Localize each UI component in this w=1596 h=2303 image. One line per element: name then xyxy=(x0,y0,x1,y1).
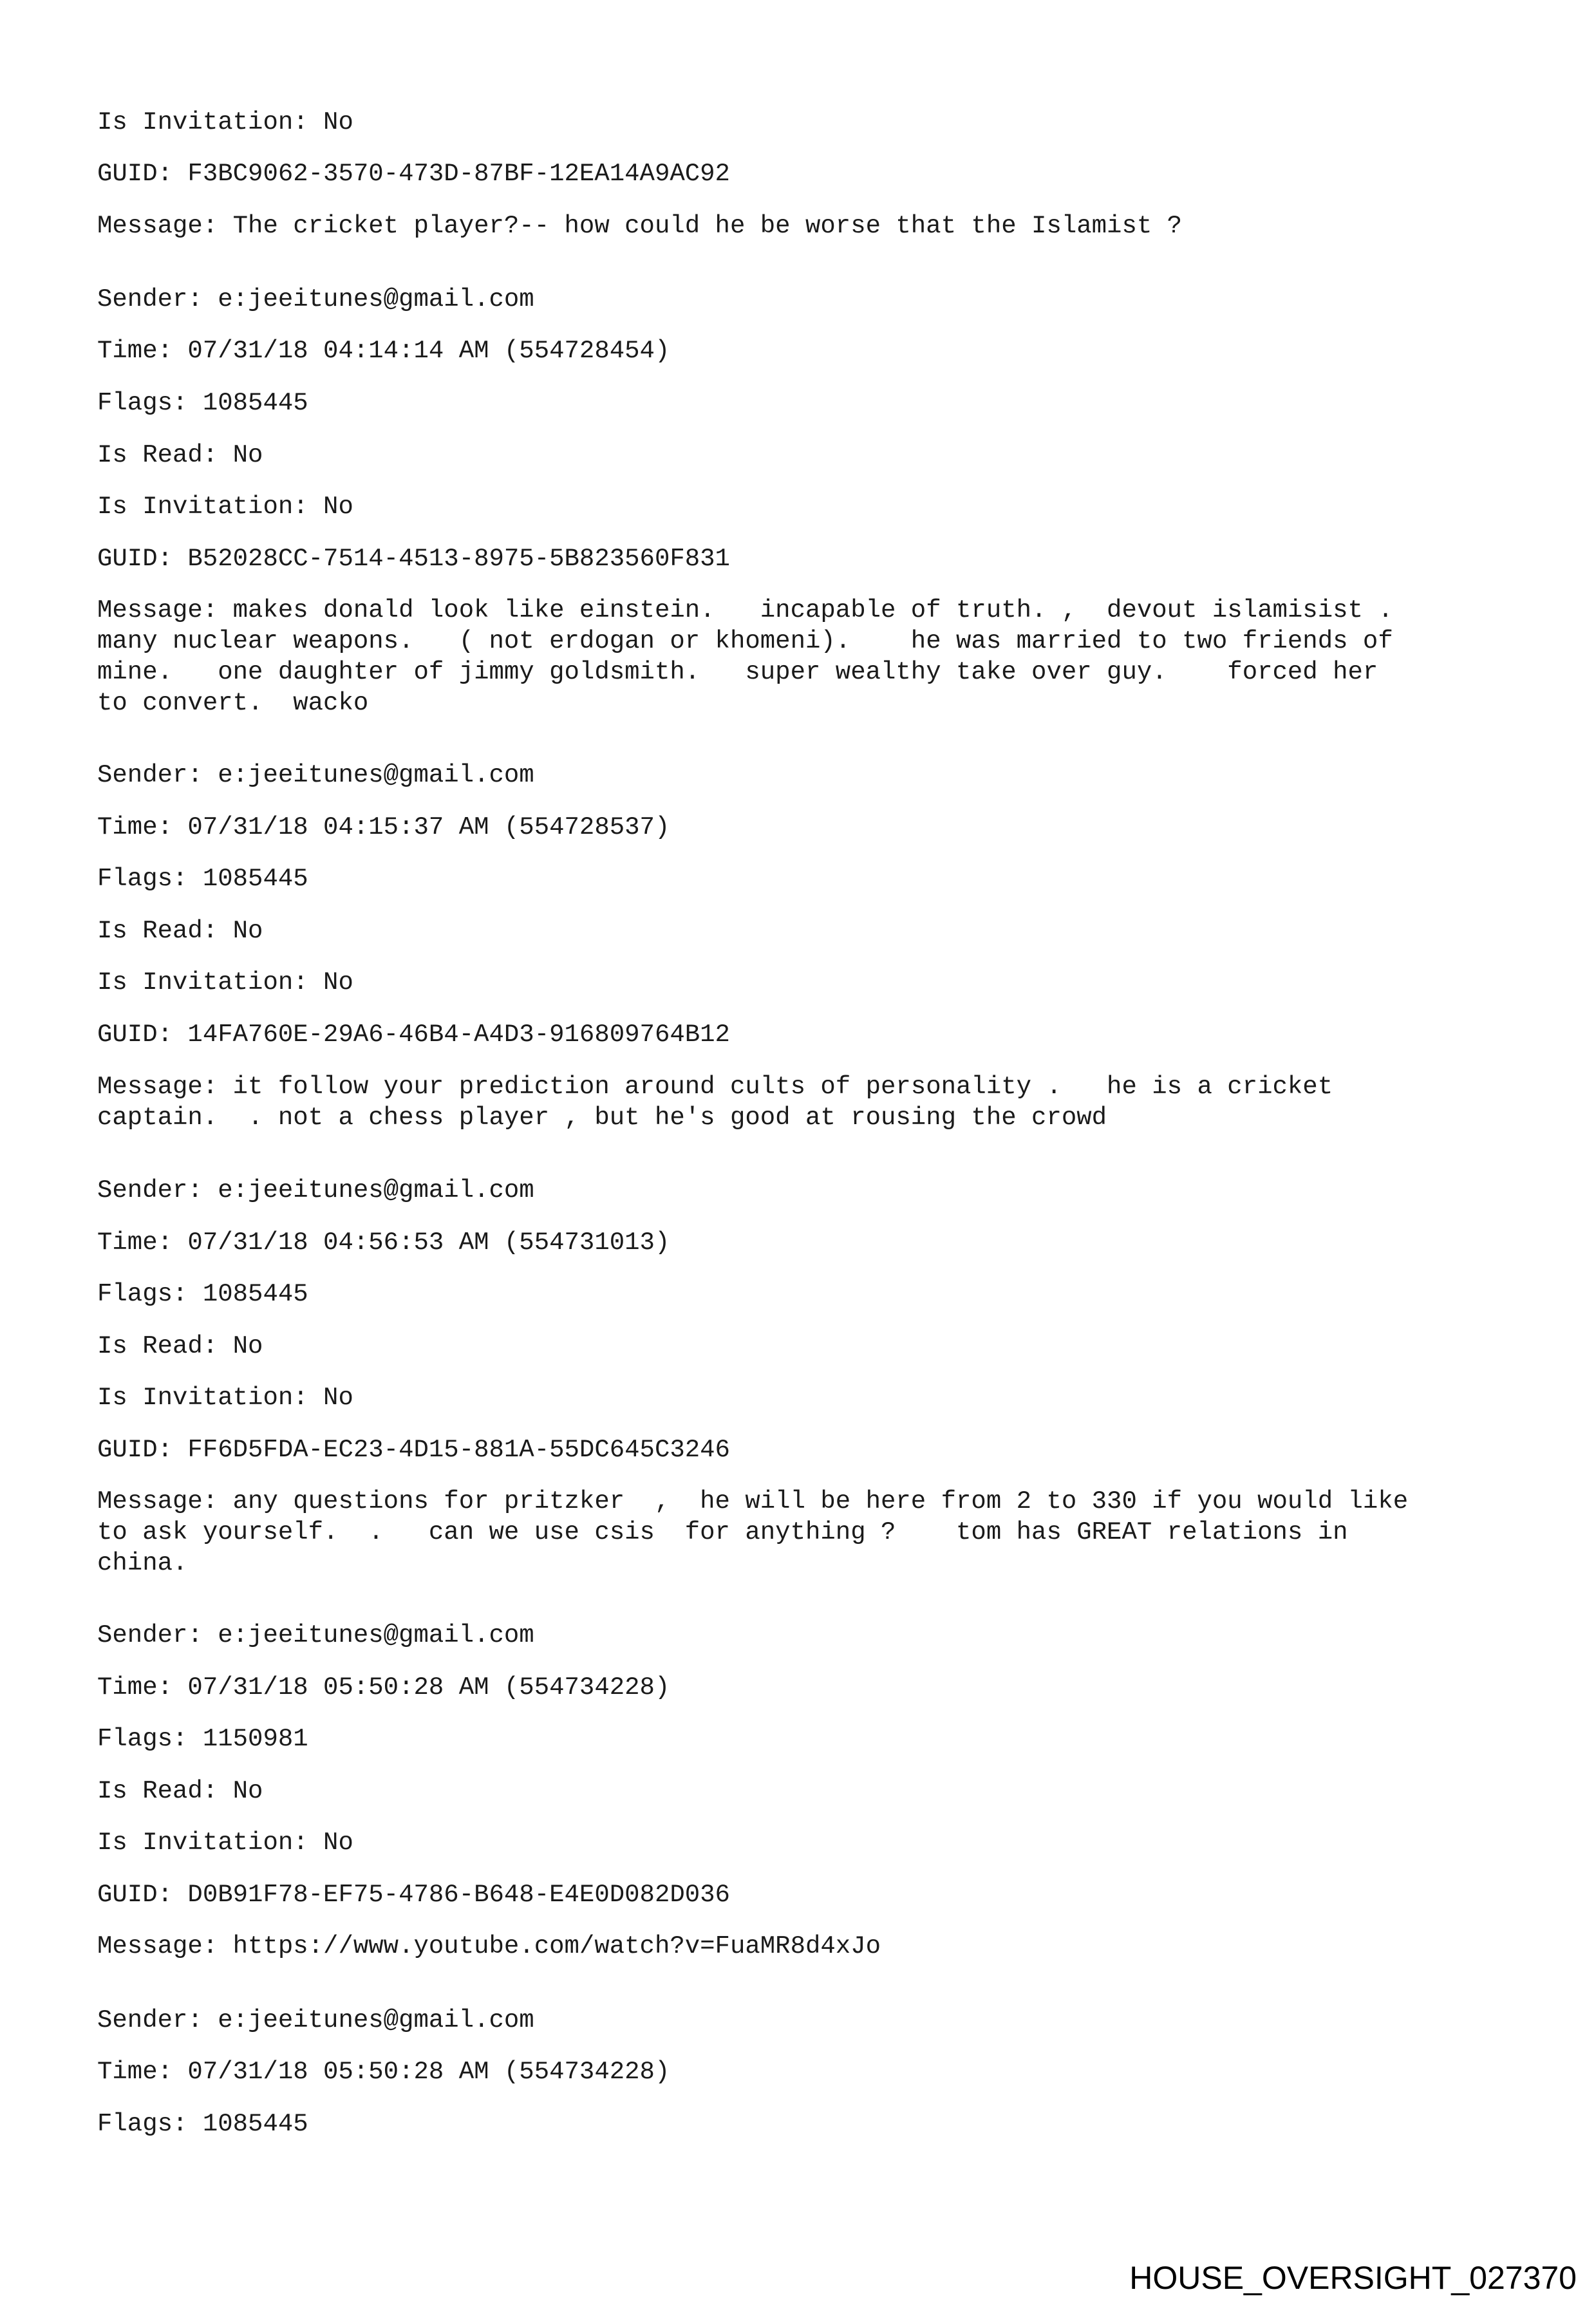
is-read-line: Is Read: No xyxy=(97,441,263,469)
time-line: Time: 07/31/18 04:56:53 AM (554731013) xyxy=(97,1228,670,1257)
is-invitation-line: Is Invitation: No xyxy=(97,493,353,521)
flags-line: Flags: 1150981 xyxy=(97,1725,308,1753)
guid-line: GUID: FF6D5FDA-EC23-4D15-881A-55DC645C3246 xyxy=(97,1436,730,1464)
sender-line: Sender: e:jeeitunes@gmail.com xyxy=(97,285,534,314)
guid-line: GUID: 14FA760E-29A6-46B4-A4D3-916809764B12 xyxy=(97,1020,730,1049)
is-read-line: Is Read: No xyxy=(97,917,263,945)
message-text: Message: makes donald look like einstein. incapable of truth. , devout islamisist . many nuclear weapons. ( not erdogan or khomeni). he was married to two friends of mine. one daughter of jimmy goldsmith. super wealthy take over guy. forced her to convert. wacko xyxy=(97,596,1393,717)
guid-line: GUID: F3BC9062-3570-473D-87BF-12EA14A9AC92 xyxy=(97,160,730,188)
flags-line: Flags: 1085445 xyxy=(97,2110,308,2138)
message-text: Message: https://www.youtube.com/watch?v=FuaMR8d4xJo xyxy=(97,1932,881,1960)
is-invitation-line: Is Invitation: No xyxy=(97,1828,353,1857)
flags-line: Flags: 1085445 xyxy=(97,1280,308,1308)
message-text: Message: any questions for pritzker , he will be here from 2 to 330 if you would like to ask yourself. . can we use csis for anything ? tom has GREAT relations in china. xyxy=(97,1487,1409,1577)
sender-line: Sender: e:jeeitunes@gmail.com xyxy=(97,2006,534,2035)
bates-number: HOUSE_OVERSIGHT_027370 xyxy=(1129,2260,1577,2296)
flags-line: Flags: 1085445 xyxy=(97,389,308,417)
guid-line: GUID: B52028CC-7514-4513-8975-5B823560F831 xyxy=(97,545,730,573)
message-text: Message: The cricket player?-- how could he be worse that the Islamist ? xyxy=(97,212,1183,240)
time-line: Time: 07/31/18 04:14:14 AM (554728454) xyxy=(97,337,670,365)
is-read-line: Is Read: No xyxy=(97,1332,263,1360)
time-line: Time: 07/31/18 04:15:37 AM (554728537) xyxy=(97,813,670,841)
time-line: Time: 07/31/18 05:50:28 AM (554734228) xyxy=(97,2058,670,2086)
is-invitation-line: Is Invitation: No xyxy=(97,1384,353,1412)
time-line: Time: 07/31/18 05:50:28 AM (554734228) xyxy=(97,1673,670,1702)
guid-line: GUID: D0B91F78-EF75-4786-B648-E4E0D082D036 xyxy=(97,1881,730,1909)
sender-line: Sender: e:jeeitunes@gmail.com xyxy=(97,761,534,789)
sender-line: Sender: e:jeeitunes@gmail.com xyxy=(97,1621,534,1650)
is-invitation-line: Is Invitation: No xyxy=(97,968,353,997)
flags-line: Flags: 1085445 xyxy=(97,865,308,893)
is-read-line: Is Read: No xyxy=(97,1777,263,1805)
message-text: Message: it follow your prediction around cults of personality . he is a cricket captain. . not a chess player , but he's good at rousing the crowd xyxy=(97,1073,1333,1132)
is-invitation-line: Is Invitation: No xyxy=(97,108,353,136)
sender-line: Sender: e:jeeitunes@gmail.com xyxy=(97,1176,534,1205)
